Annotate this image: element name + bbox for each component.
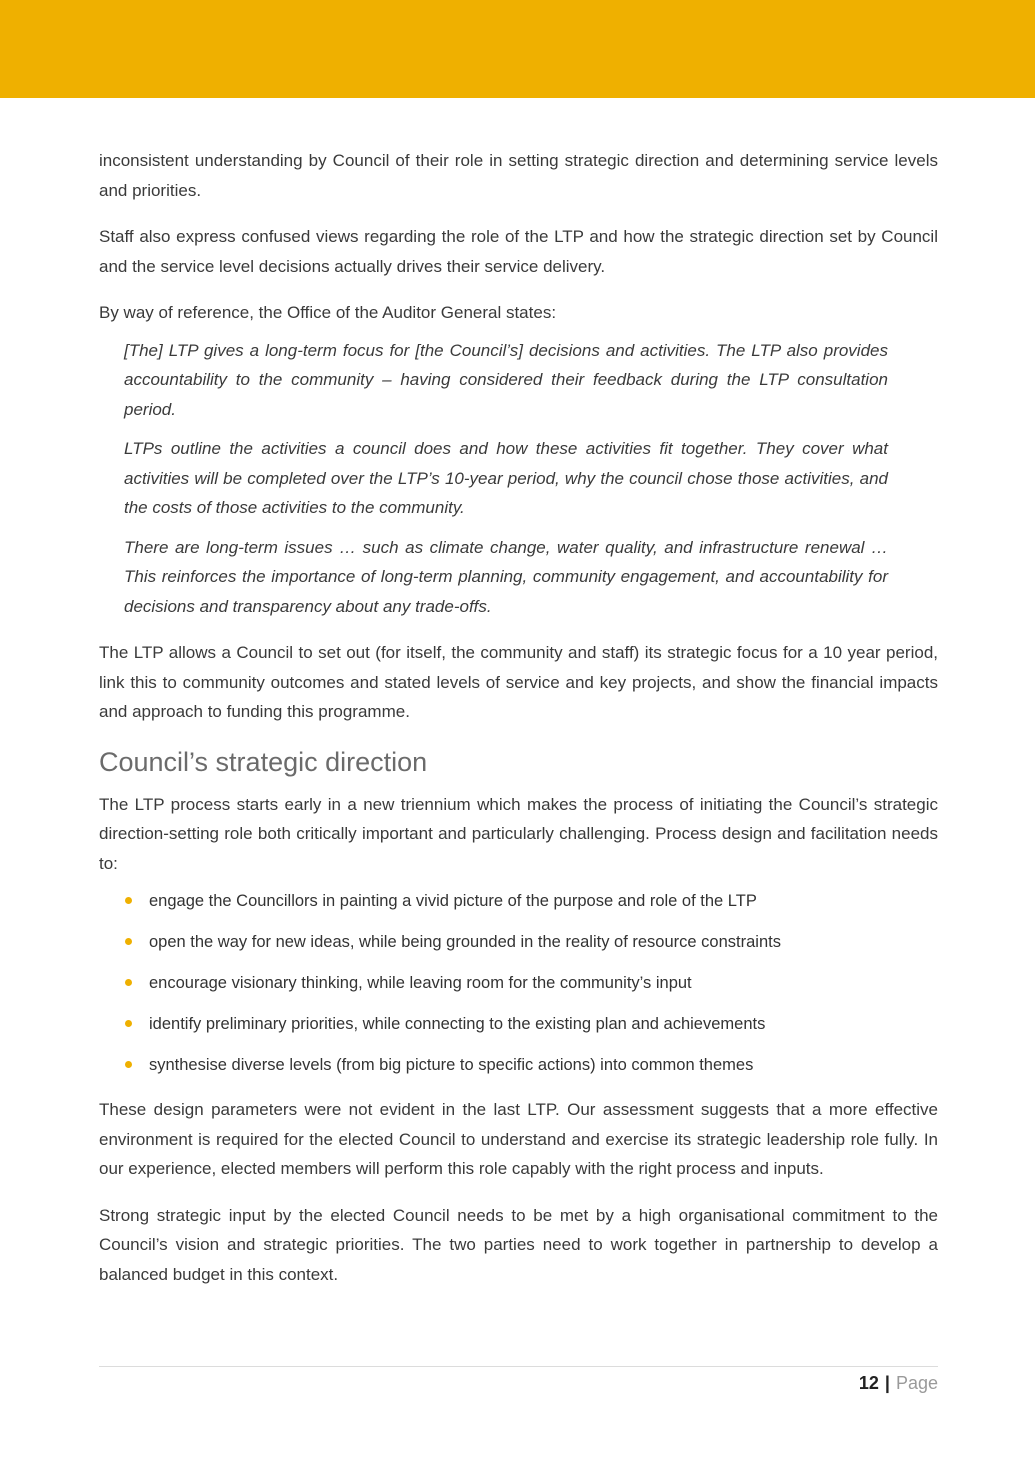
paragraph-strategic-input: Strong strategic input by the elected Council needs to be met by a high organisational commitment to the Council’s vision and strategic priorities. The two parties need to work together in partnership to develop a balanced budget in this context. [99, 1205, 938, 1284]
page-number: 12 [858, 1373, 879, 1393]
paragraph-ltp-allows: The LTP allows a Council to set out (for itself, the community and staff) its strategic focus for a 10 year period, link this to community outcomes and stated levels of service and key projects, and show the financial impacts and approach to funding this programme. [99, 643, 938, 721]
paragraph-auditor-reference: By way of reference, the Office of the Auditor General states: [99, 303, 557, 322]
list-item [99, 931, 938, 953]
section-heading: Council’s strategic direction [99, 746, 428, 777]
list-item [99, 890, 938, 912]
list-item-text: synthesise diverse levels (from big picture to specific actions) into common themes [149, 1056, 754, 1074]
paragraph-design-parameters: These design parameters were not evident in the last LTP. Our assessment suggests that a more effective environment is required for the elected Council to understand and exercise its strategic leadership role fully. In our experience, elected members will perform this role capably with the right process and inputs. [99, 1100, 938, 1178]
list-item [99, 1013, 938, 1035]
bullet-icon [125, 897, 132, 904]
page-footer [859, 1371, 938, 1395]
list-item-text: engage the Councillors in painting a vivid picture of the purpose and role of the LTP [149, 892, 757, 910]
bullet-icon [125, 1061, 132, 1068]
list-item [99, 972, 938, 994]
list-item [99, 1054, 938, 1076]
paragraph-ltp-process: The LTP process starts early in a new triennium which makes the process of initiating the Council’s strategic direction-setting role both critically important and particularly challenging. Process design and facilitation needs to: [99, 794, 938, 873]
footer-separator: | [884, 1373, 890, 1393]
design-needs-list [99, 890, 938, 1076]
quote-ltp-activities: LTPs outline the activities a council does and how these activities fit together. They cover what activities will be completed over the LTP’s 10-year period, why the council chose those activities, and the costs of those activities to the community. [124, 439, 888, 517]
bullet-icon [125, 979, 132, 986]
paragraph-staff-views: Staff also express confused views regarding the role of the LTP and how the strategic direction set by Council and the service level decisions actually drives their service delivery. [99, 227, 938, 276]
header-band [0, 0, 1035, 98]
quote-ltp-focus: [The] LTP gives a long-term focus for [the Council’s] decisions and activities. The LTP also provides accountability to the community – having considered their feedback during the LTP consultation period. [124, 340, 888, 419]
footer-divider [99, 1366, 938, 1367]
page-content [99, 146, 938, 1306]
list-item-text: identify preliminary priorities, while connecting to the existing plan and achievements [149, 1015, 766, 1033]
quote-long-term-issues: There are long-term issues … such as climate change, water quality, and infrastructure renewal … This reinforces the importance of long-term planning, community engagement, and accountability for decisions and transparency about any trade-offs. [124, 537, 888, 616]
bullet-icon [125, 938, 132, 945]
list-item-text: open the way for new ideas, while being grounded in the reality of resource constraints [149, 933, 781, 951]
paragraph-continued: inconsistent understanding by Council of their role in setting strategic direction and determining service levels and priorities. [99, 151, 938, 200]
page-label: Page [895, 1373, 938, 1393]
bullet-icon [125, 1020, 132, 1027]
list-item-text: encourage visionary thinking, while leaving room for the community’s input [149, 974, 692, 992]
